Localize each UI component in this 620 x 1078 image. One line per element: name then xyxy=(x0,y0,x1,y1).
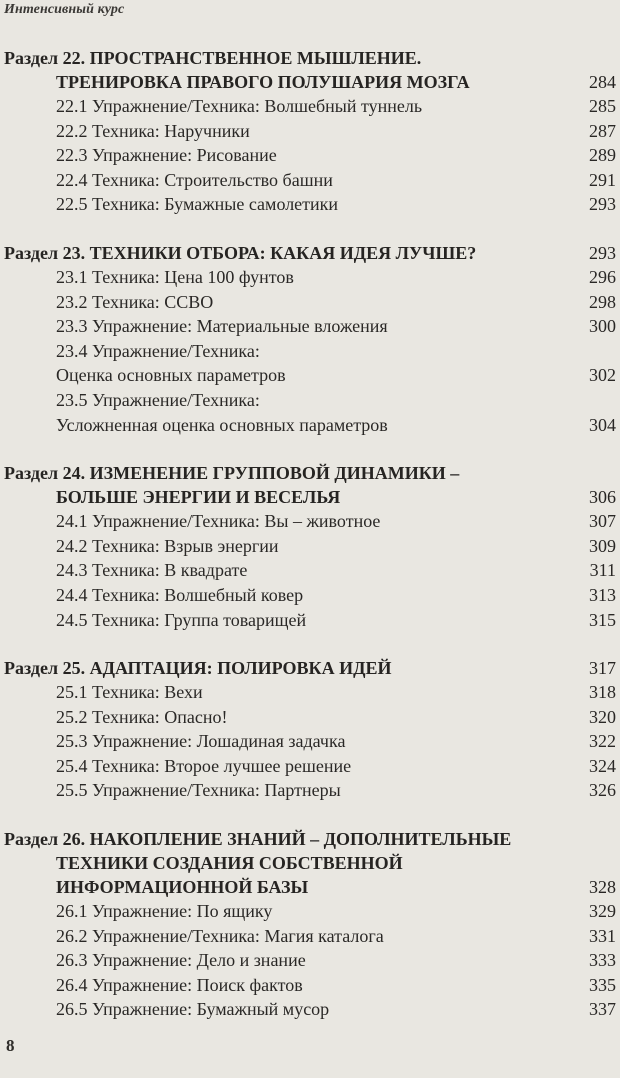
toc-entry[interactable] xyxy=(4,192,616,217)
toc-entry[interactable] xyxy=(4,924,616,949)
toc-entry-title: 23.3 Упражнение: Материальные вложения xyxy=(56,316,388,337)
toc-entry[interactable] xyxy=(4,168,616,193)
toc-entry-title: 23.5 Упражнение/Техника: xyxy=(56,389,260,410)
toc-entry-page: 315 xyxy=(589,609,616,630)
section-page-number: 293 xyxy=(589,242,616,263)
toc-entry-title: 22.2 Техника: Наручники xyxy=(56,120,250,141)
toc-entry[interactable] xyxy=(4,534,616,559)
toc-entry-title: 26.4 Упражнение: Поиск фактов xyxy=(56,974,303,995)
toc-entry-title: 25.5 Упражнение/Техника: Партнеры xyxy=(56,780,341,801)
toc-entry-title: 24.1 Упражнение/Техника: Вы – животное xyxy=(56,511,381,532)
toc-entry[interactable] xyxy=(4,119,616,144)
toc-entry-page: 289 xyxy=(589,145,616,166)
toc-entry[interactable] xyxy=(4,509,616,534)
toc-entry-page: 311 xyxy=(589,560,616,581)
toc-entry-title: 22.3 Упражнение: Рисование xyxy=(56,145,277,166)
section-title-line: БОЛЬШЕ ЭНЕРГИИ И ВЕСЕЛЬЯ xyxy=(56,487,341,508)
toc-entry-page: 300 xyxy=(589,316,616,337)
toc-entry[interactable] xyxy=(4,558,616,583)
toc-entry[interactable] xyxy=(4,265,616,290)
toc-entry-title: 25.2 Техника: Опасно! xyxy=(56,706,228,727)
toc-entry-page: 293 xyxy=(589,194,616,215)
toc-entry-page: 324 xyxy=(589,755,616,776)
toc-entry-title: 23.2 Техника: ССВО xyxy=(56,291,214,312)
toc-entry[interactable] xyxy=(4,754,616,779)
toc-section-22 xyxy=(4,46,616,217)
section-title-line: ТЕХНИКИ СОЗДАНИЯ СОБСТВЕННОЙ xyxy=(56,853,403,874)
section-title-line: ИНФОРМАЦИОННОЙ БАЗЫ xyxy=(56,877,309,898)
toc-entry-title: 25.1 Техника: Вехи xyxy=(56,682,203,703)
section-page-number: 317 xyxy=(589,658,616,679)
toc-entry-page: 318 xyxy=(589,682,616,703)
section-title-line: ТРЕНИРОВКА ПРАВОГО ПОЛУШАРИЯ МОЗГА xyxy=(56,72,470,92)
toc-section-25 xyxy=(4,656,616,803)
section-page-number: 284 xyxy=(589,72,616,92)
running-head: Интенсивный курс xyxy=(4,2,125,17)
toc-entry[interactable] xyxy=(4,290,616,315)
toc-entry-page: 298 xyxy=(589,291,616,312)
toc-entry[interactable] xyxy=(4,705,616,730)
toc-entry-page: 285 xyxy=(589,96,616,116)
toc-entry[interactable] xyxy=(4,778,616,803)
toc-entry-title: 25.4 Техника: Второе лучшее решение xyxy=(56,755,352,776)
toc-entry[interactable] xyxy=(4,973,616,998)
toc-entry-title: 26.3 Упражнение: Дело и знание xyxy=(56,950,306,971)
toc-entry[interactable] xyxy=(4,388,616,437)
toc-entry-title: 24.2 Техника: Взрыв энергии xyxy=(56,535,279,556)
toc-entry-page: 326 xyxy=(589,780,616,801)
page-number: 8 xyxy=(6,1036,15,1055)
toc-entry[interactable] xyxy=(4,948,616,973)
section-page-number: 328 xyxy=(589,877,616,898)
toc-entry-page: 329 xyxy=(589,901,616,922)
toc-entry-title: 26.5 Упражнение: Бумажный мусор xyxy=(56,999,330,1020)
toc-entry-page: 287 xyxy=(589,120,616,141)
toc-entry[interactable] xyxy=(4,583,616,608)
toc-entry-title: 26.1 Упражнение: По ящику xyxy=(56,901,273,922)
toc-entry-page: 322 xyxy=(589,731,616,752)
toc-entry-title: 22.5 Техника: Бумажные самолетики xyxy=(56,194,339,215)
toc-entry-title: 26.2 Упражнение/Техника: Магия каталога xyxy=(56,925,384,946)
section-title-line: Раздел 23. ТЕХНИКИ ОТБОРА: КАКАЯ ИДЕЯ ЛУЧШЕ? xyxy=(4,242,477,263)
toc-section-23 xyxy=(4,241,616,437)
section-title[interactable] xyxy=(4,46,616,94)
toc-entry-page: 333 xyxy=(589,950,616,971)
toc-entry[interactable] xyxy=(4,314,616,339)
toc-entry-title: 24.5 Техника: Группа товарищей xyxy=(56,609,307,630)
toc-entry-title: 22.4 Техника: Строительство башни xyxy=(56,169,333,190)
toc-entry-title: 22.1 Упражнение/Техника: Волшебный туннель xyxy=(56,96,423,116)
section-title[interactable] xyxy=(4,827,616,899)
toc-entry-title-cont: Оценка основных параметров xyxy=(56,365,286,386)
section-page-number: 306 xyxy=(589,487,616,508)
toc-entry-page: 313 xyxy=(589,584,616,605)
toc-entry[interactable] xyxy=(4,143,616,168)
toc-entry-page: 320 xyxy=(589,706,616,727)
toc-entry[interactable] xyxy=(4,680,616,705)
section-title[interactable] xyxy=(4,241,616,265)
section-title-line: Раздел 22. ПРОСТРАНСТВЕННОЕ МЫШЛЕНИЕ. xyxy=(4,48,422,68)
toc-entry-title: 24.4 Техника: Волшебный ковер xyxy=(56,584,304,605)
toc-entry-title-cont: Усложненная оценка основных параметров xyxy=(56,414,388,435)
toc-entry-page: 309 xyxy=(589,535,616,556)
toc-entry-title: 23.4 Упражнение/Техника: xyxy=(56,340,260,361)
toc-entry-page: 296 xyxy=(589,266,616,287)
toc-entry-page: 307 xyxy=(589,511,616,532)
toc-entry-page: 291 xyxy=(589,169,616,190)
toc-entry[interactable] xyxy=(4,608,616,633)
section-title-line: Раздел 25. АДАПТАЦИЯ: ПОЛИРОВКА ИДЕЙ xyxy=(4,658,392,679)
section-title-line: Раздел 24. ИЗМЕНЕНИЕ ГРУППОВОЙ ДИНАМИКИ – xyxy=(4,463,460,484)
toc-entry-title: 23.1 Техника: Цена 100 фунтов xyxy=(56,266,294,287)
toc-entry[interactable] xyxy=(4,94,616,119)
toc-section-26 xyxy=(4,827,616,1022)
toc-entry-page: 304 xyxy=(589,414,616,435)
toc-section-24 xyxy=(4,461,616,632)
section-title[interactable] xyxy=(4,461,616,509)
toc-entry[interactable] xyxy=(4,899,616,924)
table-of-contents xyxy=(4,46,616,1046)
toc-entry-page: 335 xyxy=(589,974,616,995)
toc-entry-title: 25.3 Упражнение: Лошадиная задачка xyxy=(56,731,346,752)
toc-entry[interactable] xyxy=(4,729,616,754)
toc-entry[interactable] xyxy=(4,339,616,388)
section-title[interactable] xyxy=(4,656,616,680)
toc-entry[interactable] xyxy=(4,997,616,1022)
toc-entry-page: 337 xyxy=(589,999,616,1020)
toc-entry-page: 302 xyxy=(589,365,616,386)
toc-entry-title: 24.3 Техника: В квадрате xyxy=(56,560,248,581)
toc-entry-page: 331 xyxy=(589,925,616,946)
section-title-line: Раздел 26. НАКОПЛЕНИЕ ЗНАНИЙ – ДОПОЛНИТЕЛЬНЫЕ xyxy=(4,829,512,850)
